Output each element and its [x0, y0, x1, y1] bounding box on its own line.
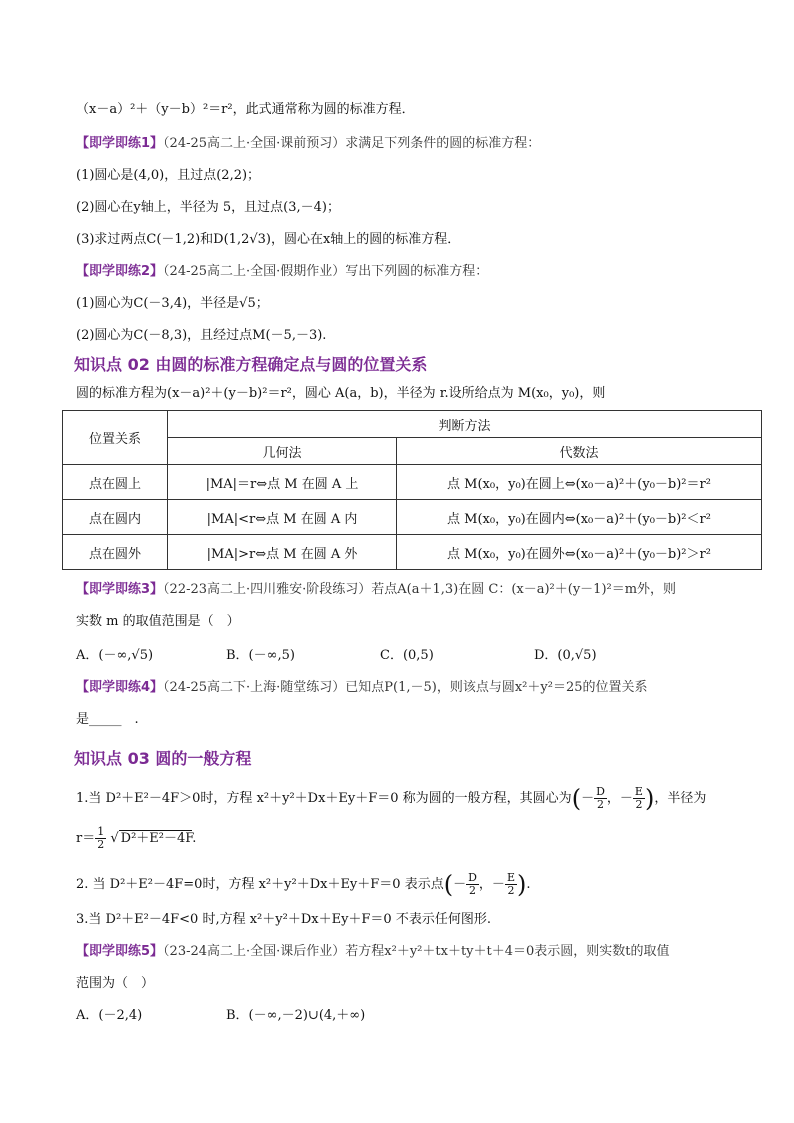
cell-alg: 点 M(x₀，y₀)在圆内⇔(x₀－a)²＋(y₀－b)²＜r² [397, 500, 762, 535]
fraction-den: 2 [635, 798, 643, 811]
fraction-num: E [634, 785, 643, 798]
practice-source: （23-24高二上·全国·课后作业）若方程x²＋y²＋tx＋ty＋t＋4＝0表示圆，则实数t的取值 [163, 944, 670, 959]
paren-close: ) [644, 784, 655, 813]
option-c: C．(0,5) [380, 648, 434, 663]
practice-2 [76, 262, 488, 282]
option-d: D．(0,√5) [534, 648, 597, 663]
practice-1-item-3: (3)求过两点C(－1,2)和D(1,2√3)，圆心在x轴上的圆的标准方程． [76, 232, 461, 247]
paren-close: ) [516, 870, 527, 899]
general-eq-1-text: 1.当 D²＋E²－4F＞0时，方程 x²＋y²＋Dx＋Ey＋F＝0 称为圆的一般方程，其圆心为 [76, 791, 572, 806]
practice-tag: 【即学即练1】 [76, 136, 164, 151]
section-heading-02: 知识点 02 由圆的标准方程确定点与圆的位置关系 [74, 355, 428, 374]
option-a: A．(－2,4) [76, 1008, 143, 1023]
table-row [63, 500, 762, 535]
practice-source: （24-25高二下·上海·随堂练习）已知点P(1,－5)，则该点与圆x²＋y²＝25的位置关系 [163, 680, 648, 695]
fraction-den: 2 [507, 884, 515, 897]
radius-prefix: r＝ [76, 831, 96, 846]
fraction-half [95, 826, 106, 851]
practice-5 [76, 942, 670, 962]
standard-equation-line: （x－a）²＋（y－b）²＝r²，此式通常称为圆的标准方程． [76, 102, 415, 117]
practice-source: （24-25高二上·全国·假期作业）写出下列圆的标准方程： [163, 264, 489, 279]
header-geo: 几何法 [168, 438, 397, 465]
practice-2-item-2: (2)圆心为C(－8,3)，且经过点M(－5,－3). [76, 328, 327, 343]
option-b: B．(－∞,－2)∪(4,＋∞) [226, 1008, 366, 1023]
practice-tag: 【即学即练2】 [76, 264, 164, 279]
option-b: B．(－∞,5) [226, 648, 295, 663]
cell-alg: 点 M(x₀，y₀)在圆外⇔(x₀－a)²＋(y₀－b)²＞r² [397, 535, 762, 570]
practice-4 [76, 678, 648, 698]
general-eq-2-end: . [526, 877, 531, 892]
practice-tag: 【即学即练5】 [76, 944, 164, 959]
cell-relation: 点在圆上 [63, 465, 168, 500]
paren-open: ( [571, 784, 582, 813]
table-row [63, 465, 762, 500]
fraction-num: D [468, 871, 477, 884]
practice-1-item-2: (2)圆心在y轴上，半径为 5，且过点(3,－4)； [76, 200, 340, 215]
fraction-d [466, 872, 479, 897]
header-relation: 位置关系 [63, 411, 168, 465]
fraction-e [633, 786, 645, 811]
general-eq-2: 2. 当 D²＋E²－4F=0时，方程 x²＋y²＋Dx＋Ey＋F＝0 表示点(－ $\frac{D}{2}$ ，－ $\frac{E}{2}$ ). [76, 870, 531, 899]
practice-2-item-1: (1)圆心为C(－3,4)，半径是√5； [76, 296, 269, 311]
general-eq-1-r: r＝ $\frac{1}{2}$ √ D²＋E²－4F. [76, 825, 197, 851]
header-method: 判断方法 [168, 411, 762, 438]
cell-geo: |MA|>r⇔点 M 在圆 A 外 [168, 535, 397, 570]
radius-end: . [192, 831, 197, 846]
cell-relation: 点在圆外 [63, 535, 168, 570]
practice-source: （22-23高二上·四川雅安·阶段练习）若点A(a＋1,3)在圆 C：(x－a)²＋(y－1)²＝m外，则 [163, 582, 677, 597]
practice-1-item-1: (1)圆心是(4,0)，且过点(2,2)； [76, 168, 261, 183]
fraction-num: 1 [97, 825, 105, 838]
practice-5-cont: 范围为（ ） [76, 976, 155, 991]
fraction-den: 2 [469, 884, 476, 897]
cell-geo: |MA|＝r⇔点 M 在圆 A 上 [168, 465, 397, 500]
fraction-num: D [596, 785, 605, 798]
practice-tag: 【即学即练4】 [76, 680, 164, 695]
fraction-den: 2 [596, 798, 604, 811]
practice-source: （24-25高二上·全国·课前预习）求满足下列条件的圆的标准方程： [163, 136, 541, 151]
section-heading-03: 知识点 03 圆的一般方程 [74, 749, 252, 768]
practice-1 [76, 134, 540, 154]
cell-relation: 点在圆内 [63, 500, 168, 535]
cell-geo: |MA|<r⇔点 M 在圆 A 内 [168, 500, 397, 535]
header-alg: 代数法 [397, 438, 762, 465]
paren-open: ( [443, 870, 454, 899]
fraction-den: 2 [97, 838, 105, 851]
fraction-num: E [506, 871, 515, 884]
table-row [63, 535, 762, 570]
practice-3 [76, 580, 676, 600]
position-relation-table [62, 410, 762, 570]
practice-3-cont: 实数 m 的取值范围是（ ） [76, 614, 240, 629]
general-eq-1: 1.当 D²＋E²－4F＞0时，方程 x²＋y²＋Dx＋Ey＋F＝0 称为圆的一般方程，其圆心为(－ $\frac{D}{2}$ ，－ $\frac{E}{2}$ )，半径为 [76, 784, 707, 813]
cell-alg: 点 M(x₀，y₀)在圆上⇔(x₀－a)²＋(y₀－b)²＝r² [397, 465, 762, 500]
section-02-intro: 圆的标准方程为(x－a)²＋(y－b)²＝r²，圆心 A(a，b)，半径为 r.设所给点为 M(x₀，y₀)，则 [76, 386, 606, 401]
general-eq-2-text: 2. 当 D²＋E²－4F=0时，方程 x²＋y²＋Dx＋Ey＋F＝0 表示点 [76, 877, 444, 892]
general-eq-1-radius: ，半径为 [654, 791, 707, 806]
fraction-d [594, 786, 607, 811]
practice-4-cont: 是_____ . [76, 712, 139, 727]
option-a: A．(－∞,√5) [76, 648, 154, 663]
fraction-e [505, 872, 517, 897]
radius-root: D²＋E²－4F [120, 831, 193, 846]
general-eq-3: 3.当 D²＋E²－4F<0 时,方程 x²＋y²＋Dx＋Ey＋F＝0 不表示任何图形. [76, 912, 491, 927]
practice-tag: 【即学即练3】 [76, 582, 164, 597]
